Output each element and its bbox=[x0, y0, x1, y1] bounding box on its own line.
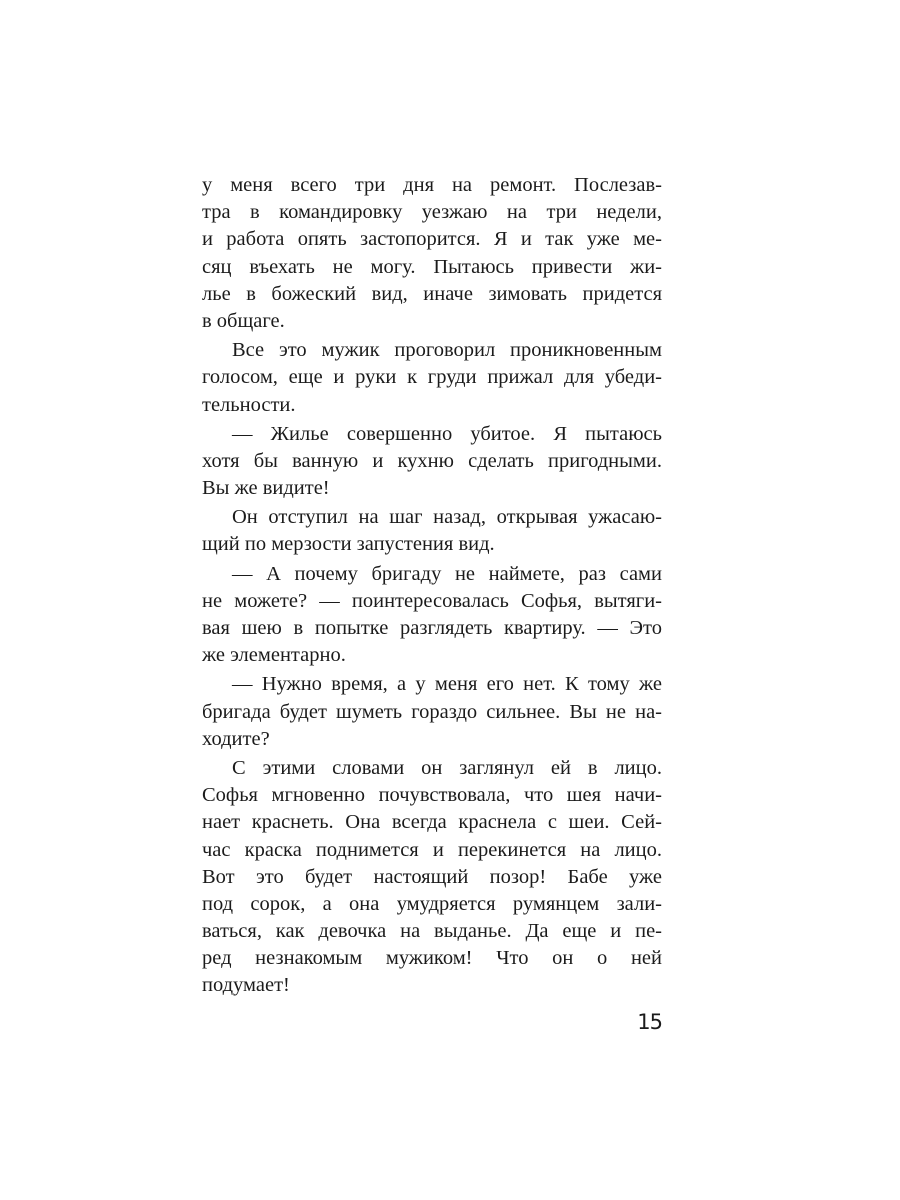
paragraph bbox=[202, 561, 662, 670]
text-line: — Нужно время, а у меня его нет. К тому же bbox=[232, 673, 662, 696]
text-line: у меня всего три дня на ремонт. Послезав- bbox=[202, 174, 662, 196]
text-line: голосом, еще и руки к груди прижал для убеди- bbox=[202, 366, 662, 389]
paragraph bbox=[202, 504, 662, 558]
text-line: хотя бы ванную и кухню сделать пригодными. bbox=[202, 449, 662, 472]
text-line: Софья мгновенно почувствовала, что шея начи- bbox=[202, 784, 662, 807]
paragraph bbox=[202, 172, 662, 335]
text-line: Все это мужик проговорил проникновенным bbox=[232, 339, 662, 362]
text-line: бригада будет шуметь гораздо сильнее. Вы не на- bbox=[202, 700, 662, 723]
text-line: лье в божеский вид, иначе зимовать придется bbox=[202, 282, 662, 305]
text-line: сяц въехать не могу. Пытаюсь привести жи- bbox=[202, 255, 662, 278]
text-line: в общаге. bbox=[202, 309, 285, 332]
text-line: же элементарно. bbox=[202, 644, 346, 667]
text-line: нает краснеть. Она всегда краснела с шеи. Сей- bbox=[202, 811, 662, 834]
text-line: тельности. bbox=[202, 393, 296, 416]
text-line: Вы же видите! bbox=[202, 477, 330, 500]
text-line: и работа опять застопорится. Я и так уже ме- bbox=[202, 228, 662, 251]
text-line: ред незнакомым мужиком! Что он о ней bbox=[202, 947, 662, 970]
text-line: щий по мерзости запустения вид. bbox=[202, 533, 495, 556]
paragraph bbox=[202, 755, 662, 1000]
text-line: ходите? bbox=[202, 727, 270, 750]
text-line: — А почему бригаду не наймете, раз сами bbox=[232, 562, 662, 585]
text-line: Он отступил на шаг назад, открывая ужасаю- bbox=[232, 506, 662, 529]
text-line: час краска поднимется и перекинется на лицо. bbox=[202, 838, 662, 861]
page-number: 15 bbox=[637, 1010, 662, 1034]
text-line: вая шею в попытке разглядеть квартиру. — Это bbox=[202, 617, 662, 639]
text-line: подумает! bbox=[202, 974, 290, 997]
text-line: под сорок, а она умудряется румянцем зали- bbox=[202, 892, 662, 915]
text-line: ваться, как девочка на выданье. Да еще и пе- bbox=[202, 920, 662, 943]
text-line: Вот это будет настоящий позор! Бабе уже bbox=[202, 865, 662, 888]
text-line: С этими словами он заглянул ей в лицо. bbox=[232, 756, 662, 779]
body-text bbox=[202, 172, 662, 1000]
paragraph bbox=[202, 421, 662, 503]
paragraph bbox=[202, 671, 662, 753]
paragraph bbox=[202, 337, 662, 419]
text-line: тра в командировку уезжаю на три недели, bbox=[202, 201, 662, 224]
text-line: не можете? — поинтересовалась Софья, вытяги- bbox=[202, 589, 662, 612]
text-line: — Жилье совершенно убитое. Я пытаюсь bbox=[232, 422, 662, 445]
